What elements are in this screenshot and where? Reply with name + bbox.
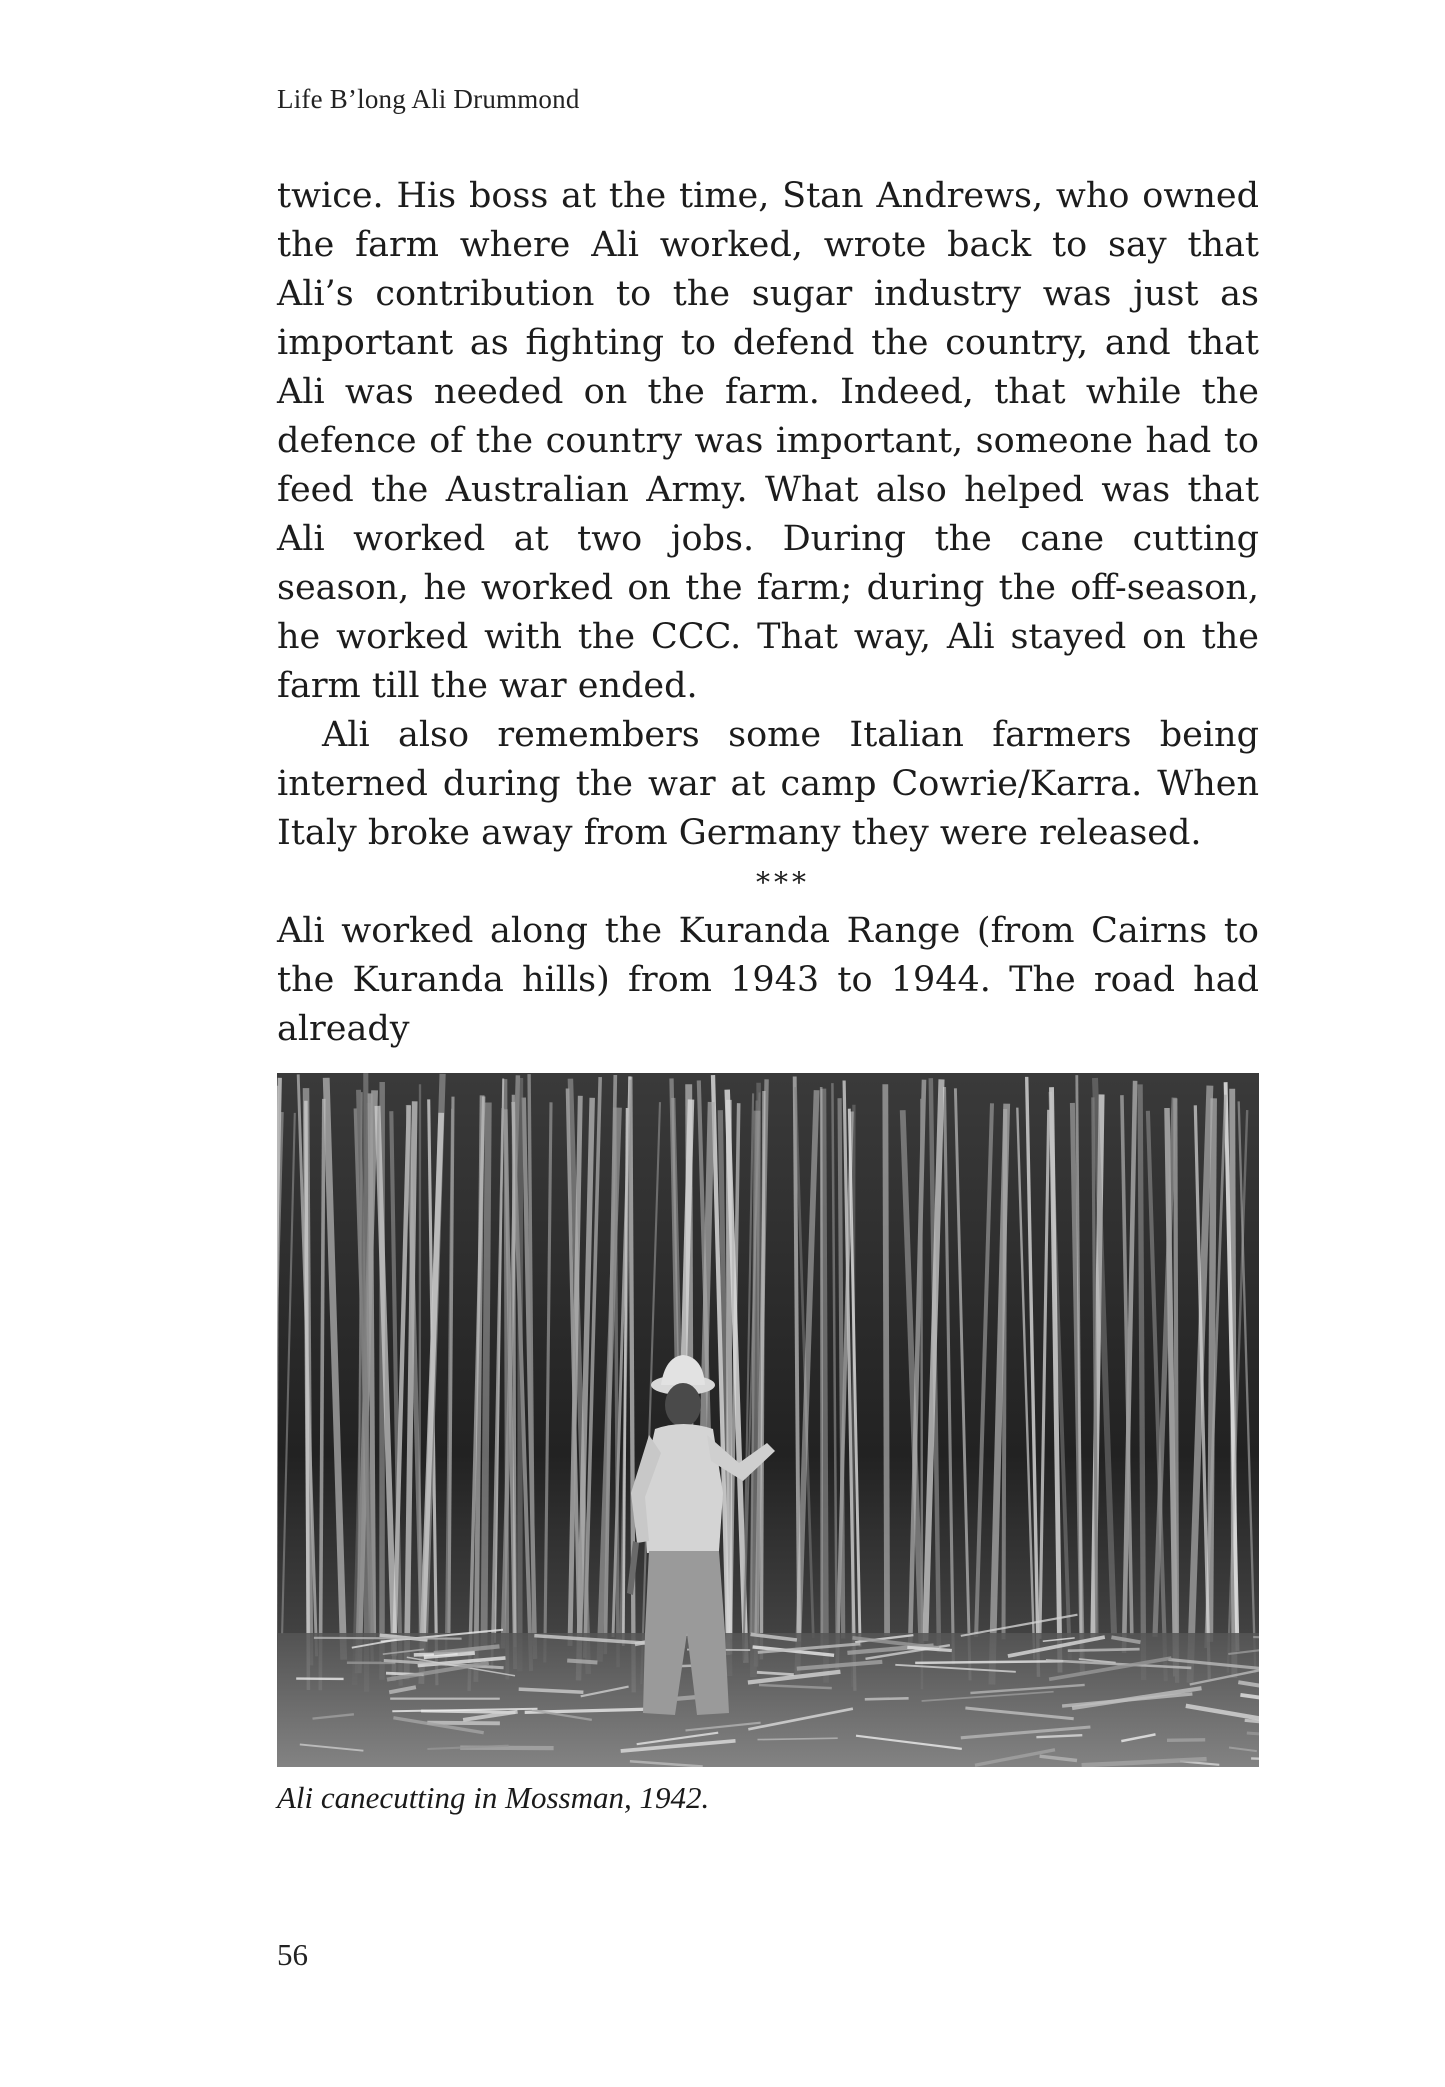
paragraph-3: Ali worked along the Kuranda Range (from Cairns to the Kuranda hills) from 1943 to 1944. The road had already	[277, 911, 1259, 1049]
page-number: 56	[277, 1937, 308, 1972]
body-text	[277, 172, 1259, 1054]
photo-caption: Ali canecutting in Mossman, 1942.	[277, 1780, 710, 1815]
photo-illustration	[277, 1073, 1259, 1767]
canecutter-photo	[277, 1073, 1259, 1767]
paragraph-1: twice. His boss at the time, Stan Andrews, who owned the farm where Ali worked, wrote back to say that Ali’s contribution to the sugar industry was just as important as fighting to defend the country, and that Ali was needed on the farm. Indeed, that while the defence of the country was important, someone had to feed the Australian Army. What also helped was that Ali worked at two jobs. During the cane cutting season, he worked on the farm; during the off-season, he worked with the CCC. That way, Ali stayed on the farm till the war ended.	[277, 176, 1259, 706]
running-head: Life B’long Ali Drummond	[277, 84, 580, 114]
scene-break: ***	[756, 866, 810, 899]
paragraph-2: Ali also remembers some Italian farmers being interned during the war at camp Cowrie/Karra. When Italy broke away from Germany they were released.	[277, 715, 1259, 853]
